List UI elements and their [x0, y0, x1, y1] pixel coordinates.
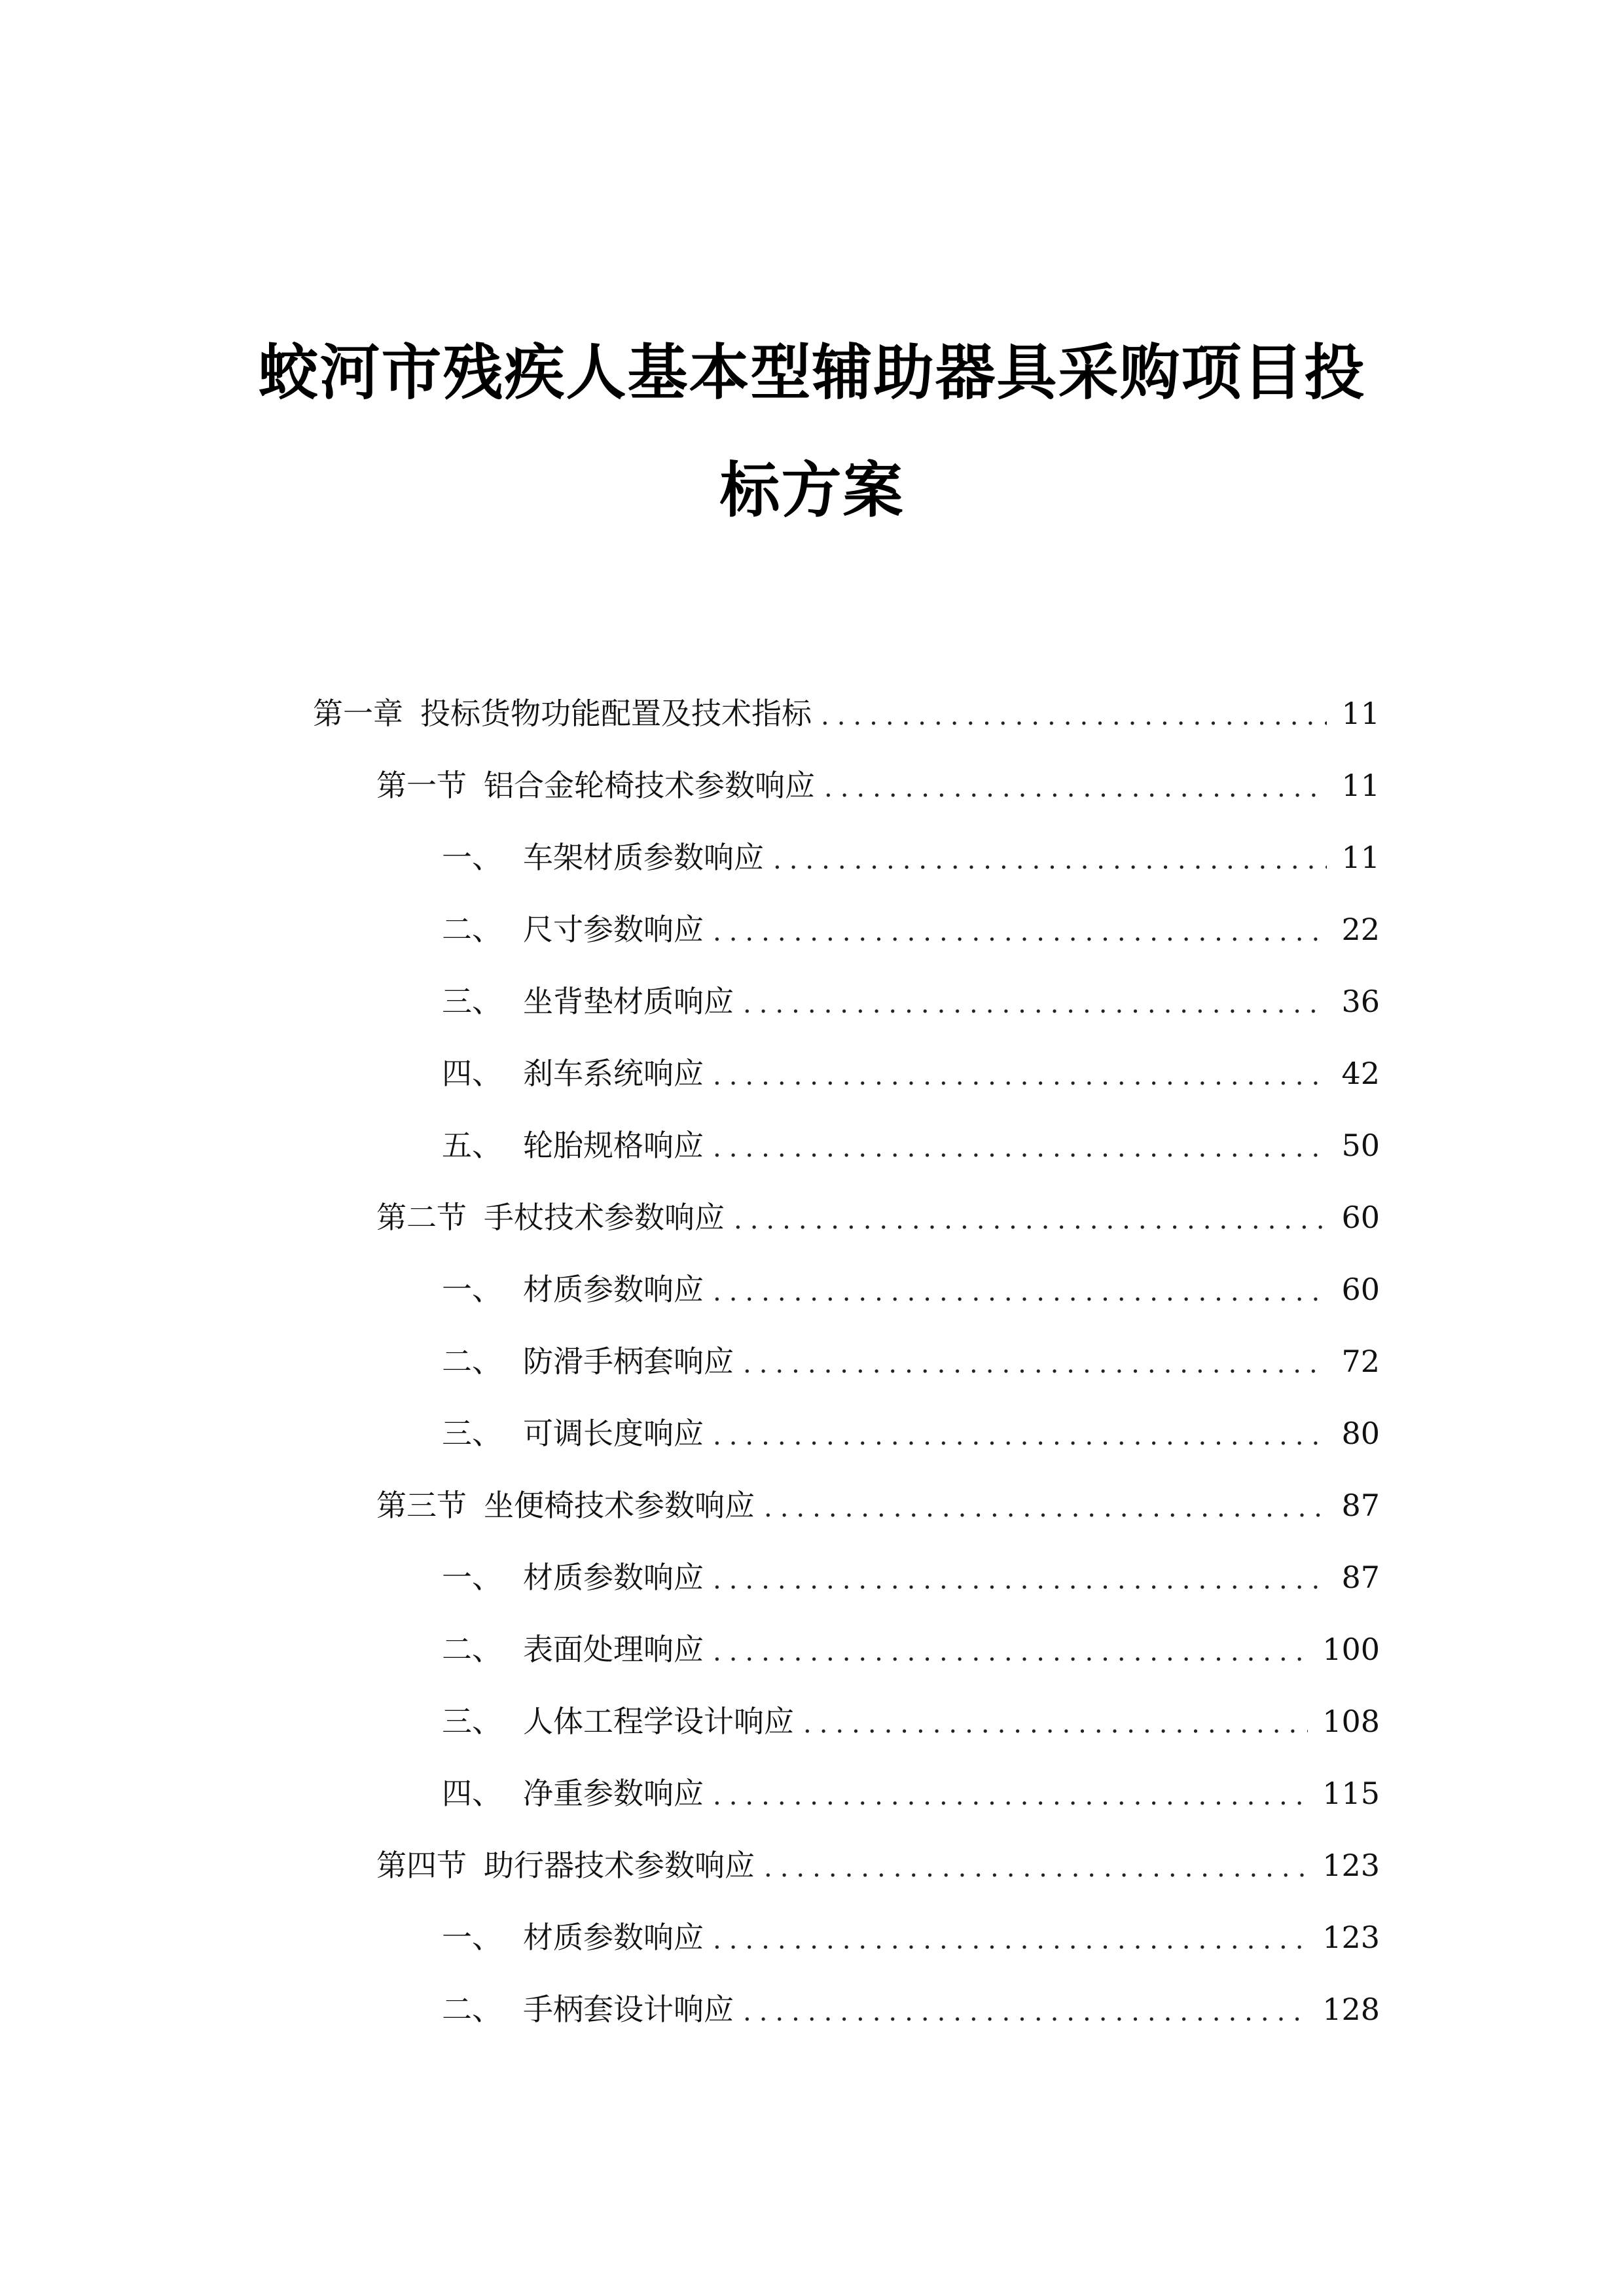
toc-entry-title: 人体工程学设计响应: [523, 1704, 794, 1739]
toc-entry-title: 尺寸参数响应: [523, 912, 704, 947]
toc-dot-leader: [713, 1626, 1308, 1678]
toc-entry[interactable]: [442, 1695, 1380, 1748]
toc-entry[interactable]: [442, 1119, 1380, 1172]
toc-entry-number: 一、: [442, 1560, 502, 1595]
toc-entry-page: 11: [1341, 768, 1380, 803]
toc-entry-title: 材质参数响应: [523, 1920, 704, 1955]
toc-dot-leader: [734, 1194, 1327, 1246]
toc-dot-leader: [764, 1842, 1308, 1894]
toc-entry[interactable]: [376, 759, 1380, 812]
toc-entry-title: 坐便椅技术参数响应: [484, 1488, 755, 1523]
toc-dot-leader: [713, 1410, 1327, 1462]
toc-dot-leader: [713, 1122, 1327, 1174]
toc-entry[interactable]: [442, 975, 1380, 1028]
toc-entry[interactable]: [442, 1335, 1380, 1388]
toc-entry[interactable]: [442, 1623, 1380, 1676]
toc-entry-page: 87: [1341, 1560, 1380, 1595]
toc-entry[interactable]: [442, 1047, 1380, 1100]
toc-dot-leader: [824, 762, 1327, 814]
toc-entry-page: 108: [1322, 1704, 1380, 1739]
toc-entry-title: 刹车系统响应: [523, 1056, 704, 1091]
toc-entry-number: 二、: [442, 1344, 502, 1379]
toc-entry[interactable]: [376, 1839, 1380, 1892]
toc-entry-page: 87: [1341, 1488, 1380, 1523]
toc-dot-leader: [743, 978, 1327, 1030]
toc-entry-page: 36: [1341, 984, 1380, 1019]
toc-entry[interactable]: [442, 1407, 1380, 1460]
toc-entry-title: 手杖技术参数响应: [484, 1200, 725, 1235]
toc-entry-number: 第二节: [376, 1200, 467, 1235]
toc-entry-number: 三、: [442, 1416, 502, 1451]
toc-entry-number: 三、: [442, 1704, 502, 1739]
toc-entry-number: 一、: [442, 1920, 502, 1955]
toc-entry-number: 五、: [442, 1128, 502, 1163]
toc-entry[interactable]: [376, 1191, 1380, 1244]
toc-entry-number: 第三节: [376, 1488, 467, 1523]
toc-entry[interactable]: [442, 1263, 1380, 1316]
toc-dot-leader: [713, 1770, 1308, 1822]
toc-entry-number: 二、: [442, 1992, 502, 2027]
toc-entry-number: 一、: [442, 1272, 502, 1307]
toc-dot-leader: [743, 1986, 1308, 2038]
toc-dot-leader: [713, 1914, 1308, 1966]
toc-entry-page: 50: [1341, 1128, 1380, 1163]
toc-entry-number: 第四节: [376, 1848, 467, 1883]
toc-dot-leader: [773, 834, 1327, 886]
title-line-2: 标方案: [719, 456, 905, 526]
toc-entry-page: 11: [1341, 840, 1380, 875]
toc-dot-leader: [713, 1554, 1327, 1606]
toc-entry-page: 11: [1341, 696, 1380, 731]
toc-entry-title: 轮胎规格响应: [523, 1128, 704, 1163]
toc-entry-title: 净重参数响应: [523, 1776, 704, 1811]
toc-entry-number: 四、: [442, 1056, 502, 1091]
toc-entry-title: 车架材质参数响应: [523, 840, 764, 875]
toc-dot-leader: [713, 1050, 1327, 1102]
toc-entry-page: 60: [1341, 1272, 1380, 1307]
toc-entry-number: 二、: [442, 1632, 502, 1667]
toc-entry-number: 四、: [442, 1776, 502, 1811]
toc-entry-number: 第一节: [376, 768, 467, 803]
toc-dot-leader: [713, 906, 1327, 958]
title-line-1: 蛟河市残疾人基本型辅助器具采购项目投: [258, 338, 1366, 408]
toc-entry-title: 材质参数响应: [523, 1560, 704, 1595]
toc-entry-number: 二、: [442, 912, 502, 947]
toc-entry[interactable]: [442, 1911, 1380, 1964]
toc-entry-number: 第一章: [313, 696, 403, 731]
toc-entry[interactable]: [442, 1551, 1380, 1604]
toc-entry-page: 22: [1341, 912, 1380, 947]
toc-entry[interactable]: [442, 903, 1380, 956]
toc-entry-title: 防滑手柄套响应: [523, 1344, 734, 1379]
toc-dot-leader: [713, 1266, 1327, 1318]
toc-entry-title: 材质参数响应: [523, 1272, 704, 1307]
toc-entry-title: 可调长度响应: [523, 1416, 704, 1451]
toc-entry-page: 72: [1341, 1344, 1380, 1379]
toc-entry-title: 铝合金轮椅技术参数响应: [484, 768, 815, 803]
toc-dot-leader: [743, 1338, 1327, 1390]
toc-entry-page: 115: [1322, 1776, 1380, 1811]
toc-dot-leader: [821, 690, 1327, 742]
toc-entry[interactable]: [313, 687, 1380, 740]
toc-entry-page: 42: [1341, 1056, 1380, 1091]
toc-entry-page: 123: [1322, 1920, 1380, 1955]
toc-dot-leader: [803, 1698, 1308, 1750]
toc-entry[interactable]: [442, 1983, 1380, 2036]
toc-entry-title: 坐背垫材质响应: [523, 984, 734, 1019]
toc-dot-leader: [764, 1482, 1327, 1534]
toc-entry-page: 100: [1322, 1632, 1380, 1667]
toc-entry[interactable]: [376, 1479, 1380, 1532]
toc-entry-page: 60: [1341, 1200, 1380, 1235]
toc-entry-title: 手柄套设计响应: [523, 1992, 734, 2027]
toc-entry-title: 助行器技术参数响应: [484, 1848, 755, 1883]
toc-entry-page: 128: [1322, 1992, 1380, 2027]
toc-entry-page: 80: [1341, 1416, 1380, 1451]
toc-entry-number: 一、: [442, 840, 502, 875]
document-title: [0, 314, 1624, 550]
toc-entry-title: 表面处理响应: [523, 1632, 704, 1667]
toc-entry-page: 123: [1322, 1848, 1380, 1883]
toc-entry[interactable]: [442, 831, 1380, 884]
toc-entry-title: 投标货物功能配置及技术指标: [420, 696, 812, 731]
toc-entry[interactable]: [442, 1767, 1380, 1820]
toc-entry-number: 三、: [442, 984, 502, 1019]
